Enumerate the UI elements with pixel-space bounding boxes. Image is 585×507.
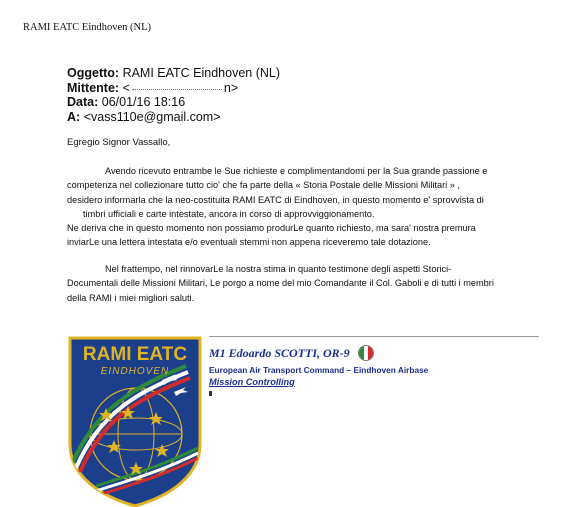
signature-name-row (209, 344, 428, 362)
date-row (67, 95, 280, 110)
rami-eatc-emblem (66, 336, 204, 507)
body-line: inviarLe una lettera intestata e/o eventuali stemmi non appena riceveremo tale dotazione. (67, 237, 431, 248)
body-paragraph-1 (67, 164, 537, 250)
to-label: A: (67, 109, 81, 124)
body-line: desidero informarla che la neo-costituita RAMI EATC di Eindhoven, in questo momento e' sprovvista di (67, 194, 484, 205)
emblem-subtitle: EINDHOVEN (100, 366, 170, 377)
signature-name: M1 Edoardo SCOTTI, OR-9 (209, 346, 350, 360)
signature-block (209, 344, 428, 396)
body-line: Avendo ricevuto entrambe le Sue richieste e complimentandomi per la Sua grande passione e (105, 166, 488, 176)
italian-flag-icon (358, 345, 374, 361)
sender-label: Mittente: (67, 80, 120, 95)
body-paragraph-2 (67, 262, 537, 305)
body-line: Nel frattempo, nel rinnovarLe la nostra stima in quanto testimone degli aspetti Storici- (105, 264, 452, 274)
email-header (67, 66, 280, 124)
body-line: Documentali delle Missioni Militari, Le porgo a nome del mio Comandante il Col. Gaboli e di tutti i membri (67, 278, 494, 289)
subject-value: RAMI EATC Eindhoven (NL) (122, 66, 281, 80)
date-label: Data: (67, 95, 99, 109)
signature-mark (209, 391, 212, 396)
sender-row (67, 81, 280, 96)
body-line: della RAMI i miei migliori saluti. (67, 292, 195, 303)
subject-row (67, 66, 280, 81)
to-value: <vass110e@gmail.com> (83, 109, 221, 124)
sender-value-end: n> (223, 80, 239, 95)
emblem-title: RAMI EATC (82, 344, 188, 365)
body-line: competenza nel collezionare tutto cio' che fa parte della « Storia Postale delle Missioni Militari » , (67, 180, 460, 191)
to-row (67, 110, 280, 125)
signature-role: Mission Controlling (209, 377, 295, 387)
signature-organization: European Air Transport Command – Eindhoven Airbase (209, 365, 429, 375)
date-value: 06/01/16 18:16 (101, 95, 186, 109)
document-title: RAMI EATC Eindhoven (NL) (23, 22, 152, 33)
greeting: Egregio Signor Vassallo, (67, 137, 171, 148)
body-line: Ne deriva che in questo momento non possiamo produrLe quanto richiesto, ma sara' nostra premura (67, 223, 476, 234)
subject-label: Oggetto: (67, 66, 120, 80)
body-line: timbri ufficiali e carte intestate, ancora in corso di approvviggionamento. (83, 208, 375, 219)
sender-value-start: < (122, 80, 130, 95)
redacted-sender (132, 87, 222, 90)
signature-divider (209, 336, 539, 337)
